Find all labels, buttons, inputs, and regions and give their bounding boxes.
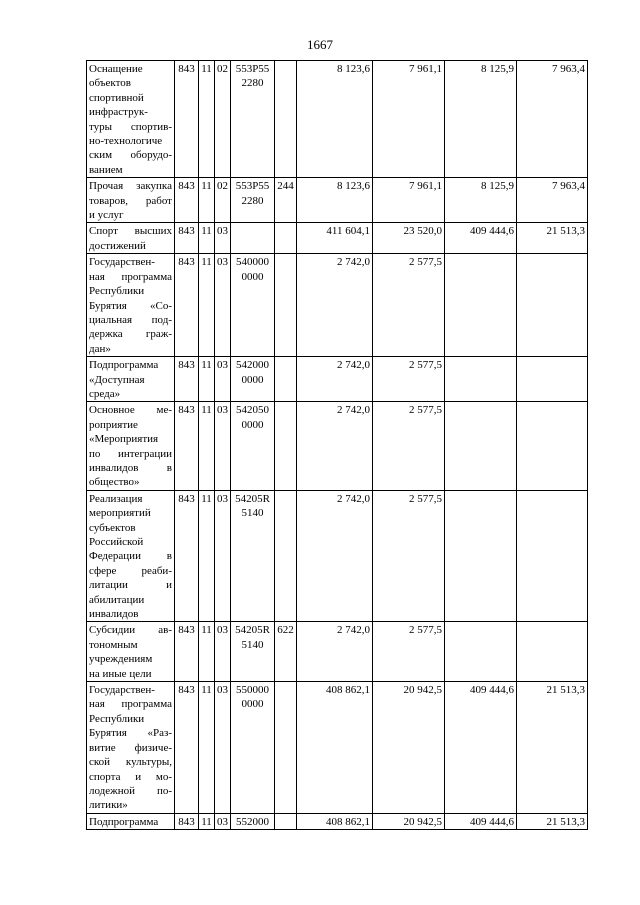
row-name-line: ским оборудо- <box>89 149 172 162</box>
row-name-line: литации и <box>89 579 172 592</box>
expense-type-cell <box>275 254 297 357</box>
row-name-line: ная программа <box>89 270 172 283</box>
row-name-line: инвалидов <box>89 608 139 621</box>
row-name-cell <box>87 61 175 178</box>
target-article-line: 54205R <box>235 624 270 637</box>
row-name-line: Федерации в <box>89 550 172 563</box>
amount-cell-2: 7 961,1 <box>373 61 445 178</box>
amount-cell-1: 8 123,6 <box>297 61 373 178</box>
row-name-line: инфраструк- <box>89 106 148 119</box>
row-name-cell <box>87 357 175 402</box>
ved-code-cell: 843 <box>175 490 199 622</box>
row-name-line: инвалидов в <box>89 461 172 474</box>
row-name-line: ской культуры, <box>89 756 172 769</box>
row-name-line: литики» <box>89 799 128 812</box>
row-name-line: «Мероприятия <box>89 433 159 446</box>
target-article-line: 552000 <box>236 815 269 828</box>
amount-cell-1: 8 123,6 <box>297 178 373 223</box>
amount-cell-4: 21 513,3 <box>517 223 588 254</box>
row-name-line: Подпрограмма <box>89 359 159 372</box>
amount-cell-2: 2 577,5 <box>373 254 445 357</box>
amount-cell-1: 2 742,0 <box>297 402 373 490</box>
row-name-line: Реализация <box>89 492 143 505</box>
section-code-cell: 11 <box>199 813 215 829</box>
table-row <box>87 61 588 178</box>
target-article-cell <box>231 813 275 829</box>
table-body <box>87 61 588 830</box>
row-name-line: на иные цели <box>89 667 152 680</box>
row-name-cell <box>87 223 175 254</box>
section-code-cell: 11 <box>199 490 215 622</box>
expense-type-cell: 244 <box>275 178 297 223</box>
target-article-line: 542050 <box>236 404 269 417</box>
amount-cell-1: 411 604,1 <box>297 223 373 254</box>
amount-cell-3: 8 125,9 <box>445 61 517 178</box>
row-name-line: тономным <box>89 638 138 651</box>
row-name-line: Бурятия «Раз- <box>89 727 172 740</box>
row-name-line: Основное ме- <box>89 404 172 417</box>
amount-cell-3 <box>445 402 517 490</box>
section-code-cell: 11 <box>199 622 215 682</box>
target-article-cell <box>231 622 275 682</box>
ved-code-cell: 843 <box>175 357 199 402</box>
row-name-cell <box>87 490 175 622</box>
row-name-line: но-технологиче <box>89 135 163 148</box>
row-name-line: витие физиче- <box>89 741 172 754</box>
target-article-cell <box>231 357 275 402</box>
row-name-line: Спорт высших <box>89 225 172 238</box>
row-name-line: и услуг <box>89 209 124 222</box>
target-article-line: 0000 <box>241 418 264 431</box>
target-article-line: 2280 <box>241 194 264 207</box>
row-name-line: достижений <box>89 239 146 252</box>
row-name-line: лодежной по- <box>89 784 172 797</box>
amount-cell-3 <box>445 254 517 357</box>
amount-cell-2: 2 577,5 <box>373 357 445 402</box>
table-row <box>87 223 588 254</box>
row-name-line: Российской <box>89 536 144 548</box>
target-article-line: 54205R <box>235 492 270 505</box>
ved-code-cell: 843 <box>175 622 199 682</box>
amount-cell-3: 409 444,6 <box>445 682 517 814</box>
row-name-line: спорта и мо- <box>89 770 172 783</box>
amount-cell-2: 2 577,5 <box>373 402 445 490</box>
amount-cell-3: 409 444,6 <box>445 223 517 254</box>
target-article-line: 0000 <box>241 698 264 711</box>
subsection-code-cell: 03 <box>215 682 231 814</box>
row-name-cell <box>87 254 175 357</box>
target-article-line: 542000 <box>236 359 269 372</box>
section-code-cell: 11 <box>199 682 215 814</box>
row-name-line: мероприятий <box>89 507 151 520</box>
amount-cell-2: 23 520,0 <box>373 223 445 254</box>
ved-code-cell: 843 <box>175 402 199 490</box>
target-article-cell <box>231 223 275 254</box>
ved-code-cell: 843 <box>175 223 199 254</box>
section-code-cell: 11 <box>199 402 215 490</box>
table-row <box>87 622 588 682</box>
amount-cell-1: 408 862,1 <box>297 813 373 829</box>
row-name-line: туры спортив- <box>89 120 172 133</box>
row-name-line: Субсидии ав- <box>89 624 172 637</box>
row-name-line: Бурятия «Со- <box>89 299 172 312</box>
row-name-line: по интеграции <box>89 447 172 460</box>
section-code-cell: 11 <box>199 61 215 178</box>
row-name-cell <box>87 682 175 814</box>
amount-cell-4: 7 963,4 <box>517 61 588 178</box>
target-article-line: 2280 <box>241 77 264 90</box>
ved-code-cell: 843 <box>175 178 199 223</box>
table-row <box>87 490 588 622</box>
amount-cell-3 <box>445 622 517 682</box>
row-name-cell <box>87 813 175 829</box>
expense-type-cell <box>275 813 297 829</box>
row-name-line: сфере реаби- <box>89 564 172 577</box>
amount-cell-1: 2 742,0 <box>297 622 373 682</box>
expense-type-cell: 622 <box>275 622 297 682</box>
row-name-line: циальная под- <box>89 313 172 326</box>
row-name-line: товаров, работ <box>89 194 172 207</box>
row-name-line: общество» <box>89 476 140 489</box>
budget-table <box>86 60 588 830</box>
amount-cell-4 <box>517 622 588 682</box>
target-article-line: 553P55 <box>235 63 270 75</box>
row-name-line: Государствен- <box>89 684 155 697</box>
row-name-line: Оснащение <box>89 63 143 75</box>
amount-cell-3 <box>445 490 517 622</box>
amount-cell-3 <box>445 357 517 402</box>
row-name-cell <box>87 622 175 682</box>
row-name-line: роприятие <box>89 418 138 431</box>
amount-cell-1: 408 862,1 <box>297 682 373 814</box>
row-name-line: спортивной <box>89 91 144 104</box>
expense-type-cell <box>275 61 297 178</box>
amount-cell-2: 2 577,5 <box>373 622 445 682</box>
amount-cell-4 <box>517 357 588 402</box>
amount-cell-1: 2 742,0 <box>297 490 373 622</box>
ved-code-cell: 843 <box>175 61 199 178</box>
row-name-line: держка граж- <box>89 328 172 341</box>
row-name-line: субъектов <box>89 521 136 534</box>
amount-cell-2: 7 961,1 <box>373 178 445 223</box>
row-name-line: ванием <box>89 163 123 176</box>
expense-type-cell <box>275 357 297 402</box>
table-row <box>87 813 588 829</box>
ved-code-cell: 843 <box>175 682 199 814</box>
amount-cell-1: 2 742,0 <box>297 357 373 402</box>
row-name-line: Государствен- <box>89 256 155 269</box>
amount-cell-4: 7 963,4 <box>517 178 588 223</box>
row-name-line: Подпрограмма <box>89 815 159 828</box>
amount-cell-4: 21 513,3 <box>517 813 588 829</box>
section-code-cell: 11 <box>199 178 215 223</box>
amount-cell-4 <box>517 254 588 357</box>
target-article-cell <box>231 682 275 814</box>
target-article-line: 0000 <box>241 373 264 386</box>
target-article-line: 0000 <box>241 270 264 283</box>
row-name-line: дан» <box>89 342 111 355</box>
row-name-line: абилитации <box>89 593 145 606</box>
subsection-code-cell: 02 <box>215 178 231 223</box>
amount-cell-4 <box>517 402 588 490</box>
expense-type-cell <box>275 490 297 622</box>
amount-cell-2: 20 942,5 <box>373 813 445 829</box>
expense-type-cell <box>275 402 297 490</box>
section-code-cell: 11 <box>199 223 215 254</box>
expense-type-cell <box>275 223 297 254</box>
table-row <box>87 682 588 814</box>
subsection-code-cell: 03 <box>215 402 231 490</box>
target-article-cell <box>231 178 275 223</box>
ved-code-cell: 843 <box>175 813 199 829</box>
subsection-code-cell: 03 <box>215 622 231 682</box>
amount-cell-3: 409 444,6 <box>445 813 517 829</box>
row-name-line: Республики <box>89 712 145 725</box>
table-row <box>87 254 588 357</box>
expense-type-cell <box>275 682 297 814</box>
subsection-code-cell: 03 <box>215 490 231 622</box>
target-article-line: 5140 <box>241 638 264 651</box>
row-name-line: «Доступная <box>89 373 145 386</box>
subsection-code-cell: 03 <box>215 813 231 829</box>
amount-cell-3: 8 125,9 <box>445 178 517 223</box>
subsection-code-cell: 02 <box>215 61 231 178</box>
section-code-cell: 11 <box>199 357 215 402</box>
subsection-code-cell: 03 <box>215 254 231 357</box>
subsection-code-cell: 03 <box>215 223 231 254</box>
amount-cell-1: 2 742,0 <box>297 254 373 357</box>
table-row <box>87 178 588 223</box>
row-name-line: Республики <box>89 285 145 298</box>
target-article-line: 5140 <box>241 507 264 520</box>
target-article-cell <box>231 61 275 178</box>
target-article-cell <box>231 402 275 490</box>
target-article-line: 553P55 <box>235 180 270 193</box>
amount-cell-4: 21 513,3 <box>517 682 588 814</box>
row-name-line: учреждениям <box>89 653 153 666</box>
target-article-cell <box>231 254 275 357</box>
page-number: 1667 <box>307 37 333 52</box>
target-article-line: 550000 <box>236 684 269 697</box>
target-article-line: 540000 <box>236 256 269 269</box>
section-code-cell: 11 <box>199 254 215 357</box>
amount-cell-4 <box>517 490 588 622</box>
row-name-cell <box>87 402 175 490</box>
row-name-cell <box>87 178 175 223</box>
amount-cell-2: 20 942,5 <box>373 682 445 814</box>
subsection-code-cell: 03 <box>215 357 231 402</box>
row-name-line: Прочая закупка <box>89 180 172 193</box>
amount-cell-2: 2 577,5 <box>373 490 445 622</box>
row-name-line: объектов <box>89 77 131 90</box>
table-row <box>87 402 588 490</box>
table-row <box>87 357 588 402</box>
target-article-cell <box>231 490 275 622</box>
ved-code-cell: 843 <box>175 254 199 357</box>
row-name-line: среда» <box>89 387 121 400</box>
row-name-line: ная программа <box>89 698 172 711</box>
